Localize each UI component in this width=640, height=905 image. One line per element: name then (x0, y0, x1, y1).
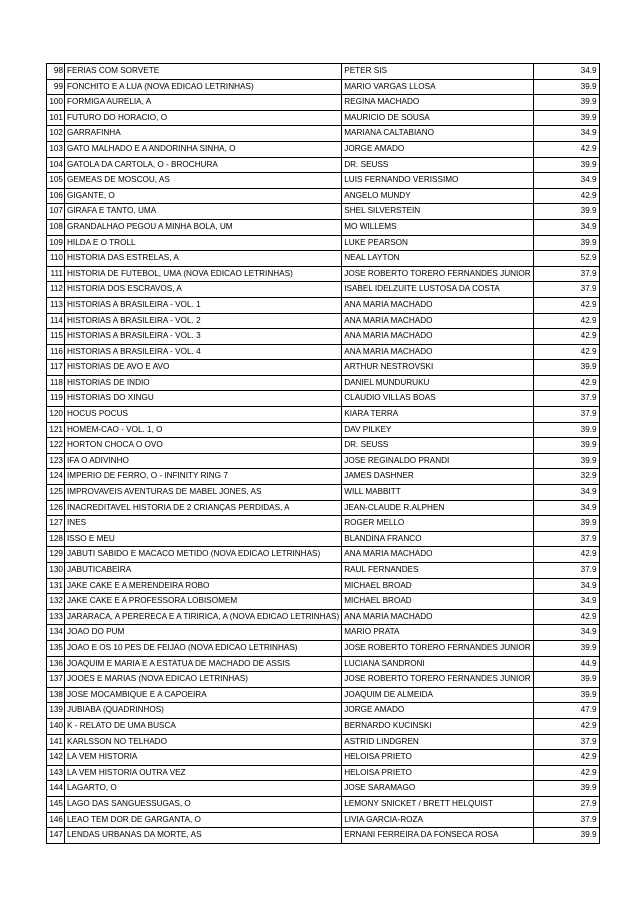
table-row (47, 360, 600, 376)
row-number: 143 (47, 765, 65, 781)
book-title: LENDAS URBANAS DA MORTE, AS (65, 828, 342, 844)
row-number: 102 (47, 126, 65, 142)
book-price: 39.9 (533, 235, 599, 251)
table-row (47, 812, 600, 828)
table-row (47, 672, 600, 688)
book-price: 34.9 (533, 173, 599, 189)
row-number: 107 (47, 204, 65, 220)
book-price: 39.9 (533, 453, 599, 469)
row-number: 146 (47, 812, 65, 828)
table-row (47, 219, 600, 235)
table-row (47, 375, 600, 391)
table-row (47, 469, 600, 485)
row-number: 103 (47, 141, 65, 157)
book-price: 39.9 (533, 781, 599, 797)
table-row (47, 110, 600, 126)
book-author: JOSE ROBERTO TORERO FERNANDES JUNIOR (342, 266, 533, 282)
book-author: ARTHUR NESTROVSKI (342, 360, 533, 376)
table-row (47, 391, 600, 407)
row-number: 112 (47, 282, 65, 298)
book-author: KIARA TERRA (342, 407, 533, 423)
book-title: JOAQUIM E MARIA E A ESTATUA DE MACHADO DE ASSIS (65, 656, 342, 672)
book-price: 39.9 (533, 516, 599, 532)
row-number: 133 (47, 609, 65, 625)
table-row (47, 407, 600, 423)
row-number: 101 (47, 110, 65, 126)
table-row (47, 531, 600, 547)
row-number: 114 (47, 313, 65, 329)
book-author: ISABEL IDELZUITE LUSTOSA DA COSTA (342, 282, 533, 298)
book-author: JEAN-CLAUDE R.ALPHEN (342, 500, 533, 516)
book-price: 42.9 (533, 765, 599, 781)
row-number: 141 (47, 734, 65, 750)
book-author: DAV PILKEY (342, 422, 533, 438)
table-row (47, 750, 600, 766)
book-price: 39.9 (533, 157, 599, 173)
book-title: GATO MALHADO E A ANDORINHA SINHA, O (65, 141, 342, 157)
book-price: 39.9 (533, 828, 599, 844)
row-number: 105 (47, 173, 65, 189)
book-price: 39.9 (533, 687, 599, 703)
book-title: HISTORIAS A BRASILEIRA - VOL. 1 (65, 297, 342, 313)
book-price-table (46, 63, 600, 844)
table-row (47, 578, 600, 594)
row-number: 106 (47, 188, 65, 204)
book-title: GIRAFA E TANTO, UMA (65, 204, 342, 220)
book-author: HELOISA PRIETO (342, 750, 533, 766)
book-price: 37.9 (533, 563, 599, 579)
table-row (47, 329, 600, 345)
book-price: 37.9 (533, 812, 599, 828)
book-author: ANA MARIA MACHADO (342, 609, 533, 625)
row-number: 126 (47, 500, 65, 516)
book-title: HISTORIA DE FUTEBOL, UMA (NOVA EDICAO LETRINHAS) (65, 266, 342, 282)
book-price: 39.9 (533, 640, 599, 656)
row-number: 145 (47, 796, 65, 812)
book-author: MICHAEL BROAD (342, 578, 533, 594)
book-author: JOSE SARAMAGO (342, 781, 533, 797)
book-price: 34.9 (533, 500, 599, 516)
book-title: INES (65, 516, 342, 532)
book-title: LA VEM HISTORIA (65, 750, 342, 766)
book-price: 42.9 (533, 141, 599, 157)
book-author: RAUL FERNANDES (342, 563, 533, 579)
table-row (47, 297, 600, 313)
table-row (47, 251, 600, 267)
book-author: CLAUDIO VILLAS BOAS (342, 391, 533, 407)
row-number: 116 (47, 344, 65, 360)
row-number: 123 (47, 453, 65, 469)
book-title: JARARACA, A PERERECA E A TIRIRICA, A (NOVA EDICAO LETRINHAS) (65, 609, 342, 625)
row-number: 140 (47, 718, 65, 734)
book-author: SHEL SILVERSTEIN (342, 204, 533, 220)
table-row (47, 563, 600, 579)
book-price-table-container (46, 63, 600, 844)
row-number: 100 (47, 95, 65, 111)
book-author: DANIEL MUNDURUKU (342, 375, 533, 391)
book-price: 37.9 (533, 282, 599, 298)
book-title: JOAO DO PUM (65, 625, 342, 641)
table-row (47, 703, 600, 719)
book-author: ASTRID LINDGREN (342, 734, 533, 750)
row-number: 118 (47, 375, 65, 391)
book-title: ISSO E MEU (65, 531, 342, 547)
book-author: LUIS FERNANDO VERISSIMO (342, 173, 533, 189)
book-price: 37.9 (533, 531, 599, 547)
book-title: FONCHITO E A LUA (NOVA EDICAO LETRINHAS) (65, 79, 342, 95)
row-number: 138 (47, 687, 65, 703)
row-number: 134 (47, 625, 65, 641)
book-title: FUTURO DO HORACIO, O (65, 110, 342, 126)
row-number: 104 (47, 157, 65, 173)
row-number: 124 (47, 469, 65, 485)
book-author: ANA MARIA MACHADO (342, 297, 533, 313)
book-title: IFA O ADIVINHO (65, 453, 342, 469)
row-number: 137 (47, 672, 65, 688)
book-price: 34.9 (533, 594, 599, 610)
book-price: 39.9 (533, 422, 599, 438)
book-author: JAMES DASHNER (342, 469, 533, 485)
book-title: JOAO E OS 10 PES DE FEIJAO (NOVA EDICAO LETRINHAS) (65, 640, 342, 656)
book-title: HOCUS POCUS (65, 407, 342, 423)
book-price: 52.9 (533, 251, 599, 267)
book-title: GRANDALHAO PEGOU A MINHA BOLA, UM (65, 219, 342, 235)
book-title: K - RELATO DE UMA BUSCA (65, 718, 342, 734)
book-author: HELOISA PRIETO (342, 765, 533, 781)
book-title: HORTON CHOCA O OVO (65, 438, 342, 454)
book-title: HILDA E O TROLL (65, 235, 342, 251)
book-price: 32.9 (533, 469, 599, 485)
table-row (47, 640, 600, 656)
book-title: HOMEM-CAO - VOL. 1, O (65, 422, 342, 438)
book-title: FERIAS COM SORVETE (65, 64, 342, 80)
table-body (47, 64, 600, 844)
book-title: HISTORIA DOS ESCRAVOS, A (65, 282, 342, 298)
table-row (47, 188, 600, 204)
row-number: 147 (47, 828, 65, 844)
book-price: 44.9 (533, 656, 599, 672)
table-row (47, 141, 600, 157)
book-author: REGINA MACHADO (342, 95, 533, 111)
book-price: 42.9 (533, 609, 599, 625)
table-row (47, 516, 600, 532)
row-number: 144 (47, 781, 65, 797)
table-row (47, 625, 600, 641)
table-row (47, 547, 600, 563)
book-price: 42.9 (533, 344, 599, 360)
book-title: GARRAFINHA (65, 126, 342, 142)
book-price: 42.9 (533, 188, 599, 204)
table-row (47, 796, 600, 812)
book-author: JOSE ROBERTO TORERO FERNANDES JUNIOR (342, 672, 533, 688)
book-title: GEMEAS DE MOSCOU, AS (65, 173, 342, 189)
row-number: 125 (47, 485, 65, 501)
book-author: ANA MARIA MACHADO (342, 329, 533, 345)
book-author: ANA MARIA MACHADO (342, 344, 533, 360)
book-price: 42.9 (533, 313, 599, 329)
book-author: PETER SIS (342, 64, 533, 80)
book-price: 42.9 (533, 375, 599, 391)
book-price: 42.9 (533, 750, 599, 766)
table-row (47, 266, 600, 282)
table-row (47, 126, 600, 142)
book-author: ERNANI FERREIRA DA FONSECA ROSA (342, 828, 533, 844)
row-number: 129 (47, 547, 65, 563)
book-price: 42.9 (533, 547, 599, 563)
book-price: 39.9 (533, 438, 599, 454)
row-number: 109 (47, 235, 65, 251)
book-title: FORMIGA AURELIA, A (65, 95, 342, 111)
book-title: HISTORIAS DE AVO E AVO (65, 360, 342, 376)
table-row (47, 718, 600, 734)
book-title: LEAO TEM DOR DE GARGANTA, O (65, 812, 342, 828)
book-price: 27.9 (533, 796, 599, 812)
row-number: 110 (47, 251, 65, 267)
book-price: 37.9 (533, 407, 599, 423)
row-number: 131 (47, 578, 65, 594)
book-author: MARIO PRATA (342, 625, 533, 641)
table-row (47, 781, 600, 797)
table-row (47, 235, 600, 251)
book-title: HISTORIA DAS ESTRELAS, A (65, 251, 342, 267)
book-price: 39.9 (533, 79, 599, 95)
book-author: JOSE ROBERTO TORERO FERNANDES JUNIOR (342, 640, 533, 656)
table-row (47, 485, 600, 501)
book-author: JOAQUIM DE ALMEIDA (342, 687, 533, 703)
table-row (47, 204, 600, 220)
table-row (47, 453, 600, 469)
book-title: IMPERIO DE FERRO, O - INFINITY RING 7 (65, 469, 342, 485)
book-author: WILL MABBITT (342, 485, 533, 501)
row-number: 142 (47, 750, 65, 766)
book-price: 34.9 (533, 126, 599, 142)
book-title: HISTORIAS A BRASILEIRA - VOL. 4 (65, 344, 342, 360)
book-price: 37.9 (533, 391, 599, 407)
table-row (47, 64, 600, 80)
book-title: KARLSSON NO TELHADO (65, 734, 342, 750)
book-price: 34.9 (533, 64, 599, 80)
book-author: MAURICIO DE SOUSA (342, 110, 533, 126)
book-price: 39.9 (533, 360, 599, 376)
row-number: 113 (47, 297, 65, 313)
book-title: JAKE CAKE E A PROFESSORA LOBISOMEM (65, 594, 342, 610)
book-title: HISTORIAS A BRASILEIRA - VOL. 3 (65, 329, 342, 345)
book-title: JOSE MOCAMBIQUE E A CAPOEIRA (65, 687, 342, 703)
book-price: 42.9 (533, 718, 599, 734)
book-price: 34.9 (533, 219, 599, 235)
table-row (47, 765, 600, 781)
table-row (47, 79, 600, 95)
table-row (47, 687, 600, 703)
book-author: JORGE AMADO (342, 141, 533, 157)
book-price: 37.9 (533, 266, 599, 282)
table-row (47, 157, 600, 173)
book-author: MO WILLEMS (342, 219, 533, 235)
book-price: 37.9 (533, 734, 599, 750)
book-price: 39.9 (533, 95, 599, 111)
row-number: 127 (47, 516, 65, 532)
book-author: MICHAEL BROAD (342, 594, 533, 610)
book-author: LEMONY SNICKET / BRETT HELQUIST (342, 796, 533, 812)
book-title: JUBIABA (QUADRINHOS) (65, 703, 342, 719)
book-author: LIVIA GARCIA-ROZA (342, 812, 533, 828)
book-author: ANGELO MUNDY (342, 188, 533, 204)
book-price: 34.9 (533, 578, 599, 594)
book-title: GATOLA DA CARTOLA, O - BROCHURA (65, 157, 342, 173)
table-row (47, 173, 600, 189)
table-row (47, 609, 600, 625)
book-title: LAGARTO, O (65, 781, 342, 797)
row-number: 119 (47, 391, 65, 407)
row-number: 128 (47, 531, 65, 547)
book-author: NEAL LAYTON (342, 251, 533, 267)
table-row (47, 422, 600, 438)
book-title: JAKE CAKE E A MERENDEIRA ROBO (65, 578, 342, 594)
book-author: DR. SEUSS (342, 157, 533, 173)
book-title: LAGO DAS SANGUESSUGAS, O (65, 796, 342, 812)
book-title: INACREDITAVEL HISTORIA DE 2 CRIANÇAS PERDIDAS, A (65, 500, 342, 516)
table-row (47, 95, 600, 111)
book-title: IMPROVAVEIS AVENTURAS DE MABEL JONES, AS (65, 485, 342, 501)
book-price: 47.9 (533, 703, 599, 719)
row-number: 98 (47, 64, 65, 80)
book-title: JABUTICABEIRA (65, 563, 342, 579)
row-number: 132 (47, 594, 65, 610)
book-title: JOOES E MARIAS (NOVA EDICAO LETRINHAS) (65, 672, 342, 688)
row-number: 135 (47, 640, 65, 656)
row-number: 139 (47, 703, 65, 719)
book-author: BERNARDO KUCINSKI (342, 718, 533, 734)
book-title: GIGANTE, O (65, 188, 342, 204)
table-row (47, 313, 600, 329)
row-number: 117 (47, 360, 65, 376)
book-author: ROGER MELLO (342, 516, 533, 532)
book-author: DR. SEUSS (342, 438, 533, 454)
book-price: 34.9 (533, 625, 599, 641)
book-price: 34.9 (533, 485, 599, 501)
book-price: 39.9 (533, 672, 599, 688)
row-number: 115 (47, 329, 65, 345)
book-author: LUCIANA SANDRONI (342, 656, 533, 672)
book-title: JABUTI SABIDO E MACACO METIDO (NOVA EDICAO LETRINHAS) (65, 547, 342, 563)
book-author: LUKE PEARSON (342, 235, 533, 251)
table-row (47, 656, 600, 672)
book-author: MARIO VARGAS LLOSA (342, 79, 533, 95)
book-title: LA VEM HISTORIA OUTRA VEZ (65, 765, 342, 781)
row-number: 122 (47, 438, 65, 454)
book-price: 42.9 (533, 329, 599, 345)
book-author: MARIANA CALTABIANO (342, 126, 533, 142)
row-number: 121 (47, 422, 65, 438)
table-row (47, 438, 600, 454)
book-author: BLANDINA FRANCO (342, 531, 533, 547)
book-price: 39.9 (533, 204, 599, 220)
row-number: 108 (47, 219, 65, 235)
table-row (47, 344, 600, 360)
row-number: 136 (47, 656, 65, 672)
row-number: 120 (47, 407, 65, 423)
book-author: ANA MARIA MACHADO (342, 547, 533, 563)
book-author: ANA MARIA MACHADO (342, 313, 533, 329)
row-number: 130 (47, 563, 65, 579)
book-author: JORGE AMADO (342, 703, 533, 719)
table-row (47, 500, 600, 516)
book-author: JOSE REGINALDO PRANDI (342, 453, 533, 469)
table-row (47, 594, 600, 610)
table-row (47, 828, 600, 844)
book-title: HISTORIAS A BRASILEIRA - VOL. 2 (65, 313, 342, 329)
table-row (47, 734, 600, 750)
table-row (47, 282, 600, 298)
row-number: 99 (47, 79, 65, 95)
book-title: HISTORIAS DE INDIO (65, 375, 342, 391)
book-price: 39.9 (533, 110, 599, 126)
book-price: 42.9 (533, 297, 599, 313)
row-number: 111 (47, 266, 65, 282)
book-title: HISTORIAS DO XINGU (65, 391, 342, 407)
